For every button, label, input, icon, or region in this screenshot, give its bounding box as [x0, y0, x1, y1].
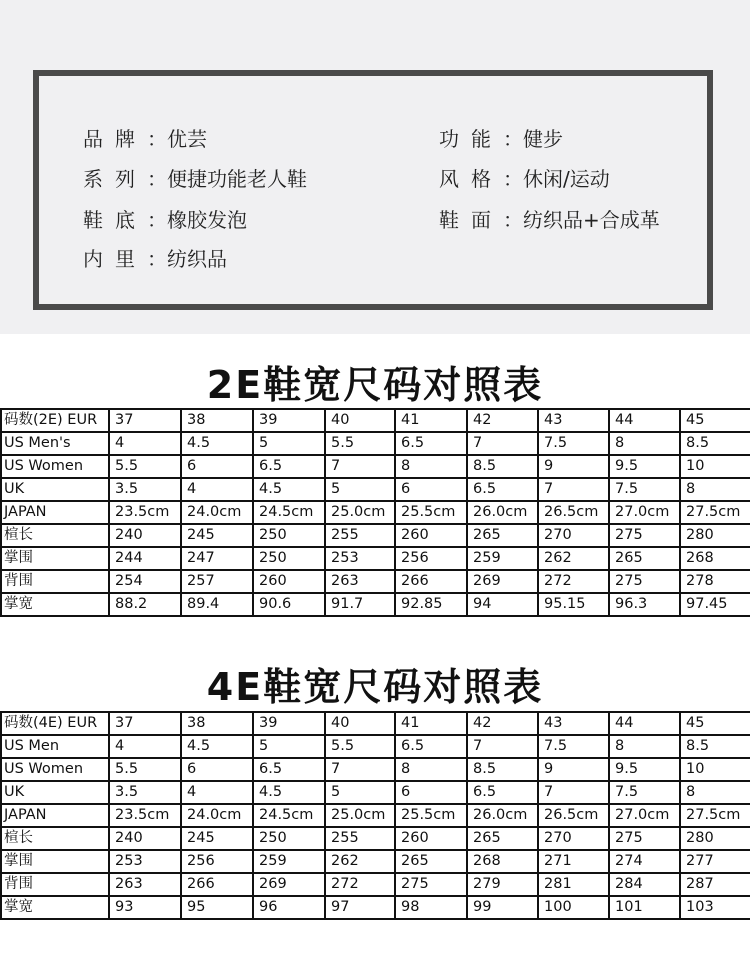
- table-cell: 6: [181, 455, 253, 478]
- table-cell: 259: [467, 547, 538, 570]
- table-cell: 256: [181, 850, 253, 873]
- table-cell: 99: [467, 896, 538, 919]
- table-cell: 6.5: [467, 781, 538, 804]
- row-header-cell: 背围: [1, 873, 109, 896]
- table-row: [1, 873, 750, 896]
- table-cell: 43: [538, 409, 609, 432]
- table-cell: 272: [325, 873, 395, 896]
- table-row: [1, 501, 750, 524]
- table-cell: 4: [109, 735, 181, 758]
- row-header-cell: 掌宽: [1, 896, 109, 919]
- spec-brand: [83, 127, 207, 151]
- table-cell: 100: [538, 896, 609, 919]
- table-cell: 7.5: [538, 735, 609, 758]
- table-cell: 42: [467, 712, 538, 735]
- table-cell: 9.5: [609, 455, 680, 478]
- table-cell: 280: [680, 827, 750, 850]
- table-cell: 254: [109, 570, 181, 593]
- spec-colon: ：: [147, 247, 167, 271]
- table-cell: 5.5: [109, 758, 181, 781]
- table-cell: 8.5: [680, 735, 750, 758]
- spec-colon: ：: [147, 127, 167, 151]
- table-cell: 253: [325, 547, 395, 570]
- table-cell: 4.5: [181, 735, 253, 758]
- row-header-cell: UK: [1, 478, 109, 501]
- table-cell: 10: [680, 758, 750, 781]
- table-row: [1, 758, 750, 781]
- spec-colon: ：: [147, 167, 167, 191]
- table-cell: 8: [609, 432, 680, 455]
- table-cell: 98: [395, 896, 467, 919]
- table-cell: 245: [181, 827, 253, 850]
- size-table-4e: [0, 711, 750, 920]
- table-cell: 94: [467, 593, 538, 616]
- table-cell: 6: [395, 478, 467, 501]
- spec-label: 系列: [83, 167, 147, 191]
- table-cell: 265: [609, 547, 680, 570]
- table-cell: 275: [395, 873, 467, 896]
- table-cell: 24.5cm: [253, 501, 325, 524]
- row-header-cell: UK: [1, 781, 109, 804]
- table-cell: 89.4: [181, 593, 253, 616]
- table-row: [1, 896, 750, 919]
- spec-value: 休闲/运动: [523, 167, 610, 191]
- row-header-cell: US Women: [1, 455, 109, 478]
- table-cell: 5: [253, 432, 325, 455]
- table-cell: 3.5: [109, 781, 181, 804]
- table-cell: 250: [253, 524, 325, 547]
- table-cell: 37: [109, 409, 181, 432]
- table-cell: 25.0cm: [325, 804, 395, 827]
- table-cell: 6.5: [253, 455, 325, 478]
- table-cell: 5.5: [325, 735, 395, 758]
- row-header-cell: 背围: [1, 570, 109, 593]
- row-header-cell: 掌宽: [1, 593, 109, 616]
- table-cell: 7: [467, 735, 538, 758]
- spec-lining: [83, 247, 227, 271]
- table-cell: 93: [109, 896, 181, 919]
- table-cell: 8.5: [467, 758, 538, 781]
- table-cell: 5: [253, 735, 325, 758]
- table-cell: 4: [181, 781, 253, 804]
- table-cell: 39: [253, 712, 325, 735]
- spec-colon: ：: [503, 208, 523, 232]
- table-cell: 7: [467, 432, 538, 455]
- spec-label: 功能: [439, 127, 503, 151]
- table-cell: 6: [395, 781, 467, 804]
- table-cell: 103: [680, 896, 750, 919]
- table-row: [1, 804, 750, 827]
- table-cell: 268: [680, 547, 750, 570]
- table-cell: 6: [181, 758, 253, 781]
- table-cell: 23.5cm: [109, 501, 181, 524]
- table-cell: 6.5: [467, 478, 538, 501]
- table-cell: 250: [253, 827, 325, 850]
- spec-value: 便捷功能老人鞋: [167, 167, 307, 191]
- spec-label: 鞋面: [439, 208, 503, 232]
- table-cell: 270: [538, 524, 609, 547]
- table-cell: 240: [109, 524, 181, 547]
- spec-value: 纺织品+合成革: [523, 208, 660, 232]
- table-cell: 24.0cm: [181, 501, 253, 524]
- table-cell: 4.5: [253, 478, 325, 501]
- spec-function: [439, 127, 563, 151]
- table-cell: 265: [467, 827, 538, 850]
- table-cell: 8: [680, 478, 750, 501]
- table-cell: 23.5cm: [109, 804, 181, 827]
- table-cell: 269: [253, 873, 325, 896]
- table-cell: 4: [109, 432, 181, 455]
- table-cell: 7: [325, 758, 395, 781]
- table-cell: 245: [181, 524, 253, 547]
- table-cell: 281: [538, 873, 609, 896]
- spec-value: 优芸: [167, 127, 207, 151]
- row-header-cell: JAPAN: [1, 501, 109, 524]
- spec-colon: ：: [503, 127, 523, 151]
- table-cell: 263: [325, 570, 395, 593]
- table-cell: 8: [680, 781, 750, 804]
- table-cell: 262: [325, 850, 395, 873]
- size-table-title-4e: 4E鞋宽尺码对照表: [206, 665, 544, 709]
- product-spec-section: [0, 0, 750, 334]
- table-row: [1, 570, 750, 593]
- table-cell: 8: [395, 455, 467, 478]
- table-cell: 27.0cm: [609, 804, 680, 827]
- row-header-cell: 楦长: [1, 524, 109, 547]
- spec-colon: ：: [503, 167, 523, 191]
- table-cell: 253: [109, 850, 181, 873]
- table-cell: 9: [538, 758, 609, 781]
- table-cell: 284: [609, 873, 680, 896]
- table-cell: 38: [181, 409, 253, 432]
- table-cell: 279: [467, 873, 538, 896]
- table-cell: 5: [325, 478, 395, 501]
- table-cell: 90.6: [253, 593, 325, 616]
- table-cell: 6.5: [395, 432, 467, 455]
- table-cell: 262: [538, 547, 609, 570]
- size-table-2e: [0, 408, 750, 617]
- spec-value: 橡胶发泡: [167, 208, 247, 232]
- table-cell: 272: [538, 570, 609, 593]
- table-cell: 7.5: [609, 478, 680, 501]
- table-cell: 43: [538, 712, 609, 735]
- table-cell: 257: [181, 570, 253, 593]
- table-cell: 6.5: [395, 735, 467, 758]
- table-cell: 96: [253, 896, 325, 919]
- table-cell: 88.2: [109, 593, 181, 616]
- row-header-cell: 码数(4E) EUR: [1, 712, 109, 735]
- table-row: [1, 735, 750, 758]
- table-cell: 5: [325, 781, 395, 804]
- row-header-cell: 掌围: [1, 850, 109, 873]
- table-cell: 7: [538, 781, 609, 804]
- table-cell: 25.5cm: [395, 501, 467, 524]
- table-cell: 9: [538, 455, 609, 478]
- spec-sole: [83, 208, 247, 232]
- table-cell: 256: [395, 547, 467, 570]
- table-cell: 92.85: [395, 593, 467, 616]
- spec-value: 纺织品: [167, 247, 227, 271]
- table-cell: 101: [609, 896, 680, 919]
- table-cell: 266: [181, 873, 253, 896]
- table-row: [1, 409, 750, 432]
- table-row: [1, 547, 750, 570]
- table-row: [1, 524, 750, 547]
- row-header-cell: JAPAN: [1, 804, 109, 827]
- table-cell: 37: [109, 712, 181, 735]
- table-cell: 271: [538, 850, 609, 873]
- table-cell: 26.5cm: [538, 804, 609, 827]
- table-cell: 4: [181, 478, 253, 501]
- table-cell: 4.5: [181, 432, 253, 455]
- table-cell: 39: [253, 409, 325, 432]
- table-row: [1, 593, 750, 616]
- table-cell: 45: [680, 712, 750, 735]
- table-row: [1, 455, 750, 478]
- table-cell: 259: [253, 850, 325, 873]
- table-cell: 27.5cm: [680, 804, 750, 827]
- table-cell: 270: [538, 827, 609, 850]
- table-cell: 7.5: [538, 432, 609, 455]
- table-cell: 287: [680, 873, 750, 896]
- spec-series: [83, 167, 307, 191]
- table-cell: 280: [680, 524, 750, 547]
- table-row: [1, 781, 750, 804]
- size-table-title-2e: 2E鞋宽尺码对照表: [206, 363, 544, 407]
- table-cell: 5.5: [109, 455, 181, 478]
- row-header-cell: US Men's: [1, 432, 109, 455]
- table-cell: 27.0cm: [609, 501, 680, 524]
- table-cell: 265: [467, 524, 538, 547]
- table-cell: 275: [609, 570, 680, 593]
- table-cell: 96.3: [609, 593, 680, 616]
- table-row: [1, 827, 750, 850]
- spec-style: [439, 167, 610, 191]
- table-cell: 97.45: [680, 593, 750, 616]
- table-cell: 5.5: [325, 432, 395, 455]
- table-cell: 250: [253, 547, 325, 570]
- spec-label: 风格: [439, 167, 503, 191]
- table-cell: 240: [109, 827, 181, 850]
- table-cell: 8: [395, 758, 467, 781]
- table-cell: 91.7: [325, 593, 395, 616]
- table-cell: 41: [395, 409, 467, 432]
- table-cell: 26.0cm: [467, 501, 538, 524]
- table-cell: 44: [609, 409, 680, 432]
- table-cell: 25.0cm: [325, 501, 395, 524]
- row-header-cell: 楦长: [1, 827, 109, 850]
- table-cell: 275: [609, 827, 680, 850]
- table-cell: 26.0cm: [467, 804, 538, 827]
- table-cell: 45: [680, 409, 750, 432]
- table-cell: 95.15: [538, 593, 609, 616]
- spec-value: 健步: [523, 127, 563, 151]
- table-cell: 40: [325, 712, 395, 735]
- row-header-cell: 掌围: [1, 547, 109, 570]
- table-cell: 274: [609, 850, 680, 873]
- table-cell: 41: [395, 712, 467, 735]
- table-cell: 26.5cm: [538, 501, 609, 524]
- table-cell: 8.5: [680, 432, 750, 455]
- table-cell: 260: [395, 827, 467, 850]
- table-cell: 10: [680, 455, 750, 478]
- table-cell: 265: [395, 850, 467, 873]
- table-cell: 95: [181, 896, 253, 919]
- table-cell: 7: [325, 455, 395, 478]
- table-row: [1, 432, 750, 455]
- table-cell: 24.0cm: [181, 804, 253, 827]
- table-cell: 278: [680, 570, 750, 593]
- table-cell: 40: [325, 409, 395, 432]
- table-cell: 244: [109, 547, 181, 570]
- row-header-cell: US Men: [1, 735, 109, 758]
- table-cell: 260: [395, 524, 467, 547]
- spec-label: 品牌: [83, 127, 147, 151]
- table-cell: 7: [538, 478, 609, 501]
- row-header-cell: US Women: [1, 758, 109, 781]
- table-cell: 9.5: [609, 758, 680, 781]
- spec-box: [33, 70, 713, 310]
- table-cell: 4.5: [253, 781, 325, 804]
- table-cell: 8.5: [467, 455, 538, 478]
- table-cell: 269: [467, 570, 538, 593]
- table-cell: 277: [680, 850, 750, 873]
- table-cell: 266: [395, 570, 467, 593]
- table-cell: 38: [181, 712, 253, 735]
- table-cell: 42: [467, 409, 538, 432]
- table-cell: 3.5: [109, 478, 181, 501]
- table-cell: 268: [467, 850, 538, 873]
- table-cell: 260: [253, 570, 325, 593]
- spec-label: 鞋底: [83, 208, 147, 232]
- table-cell: 44: [609, 712, 680, 735]
- table-cell: 263: [109, 873, 181, 896]
- spec-label: 内里: [83, 247, 147, 271]
- table-cell: 25.5cm: [395, 804, 467, 827]
- table-cell: 24.5cm: [253, 804, 325, 827]
- table-row: [1, 712, 750, 735]
- table-cell: 247: [181, 547, 253, 570]
- table-cell: 97: [325, 896, 395, 919]
- table-cell: 7.5: [609, 781, 680, 804]
- table-cell: 255: [325, 524, 395, 547]
- table-row: [1, 850, 750, 873]
- table-cell: 6.5: [253, 758, 325, 781]
- table-cell: 8: [609, 735, 680, 758]
- spec-colon: ：: [147, 208, 167, 232]
- row-header-cell: 码数(2E) EUR: [1, 409, 109, 432]
- table-cell: 27.5cm: [680, 501, 750, 524]
- table-row: [1, 478, 750, 501]
- spec-upper: [439, 208, 660, 232]
- table-cell: 275: [609, 524, 680, 547]
- table-cell: 255: [325, 827, 395, 850]
